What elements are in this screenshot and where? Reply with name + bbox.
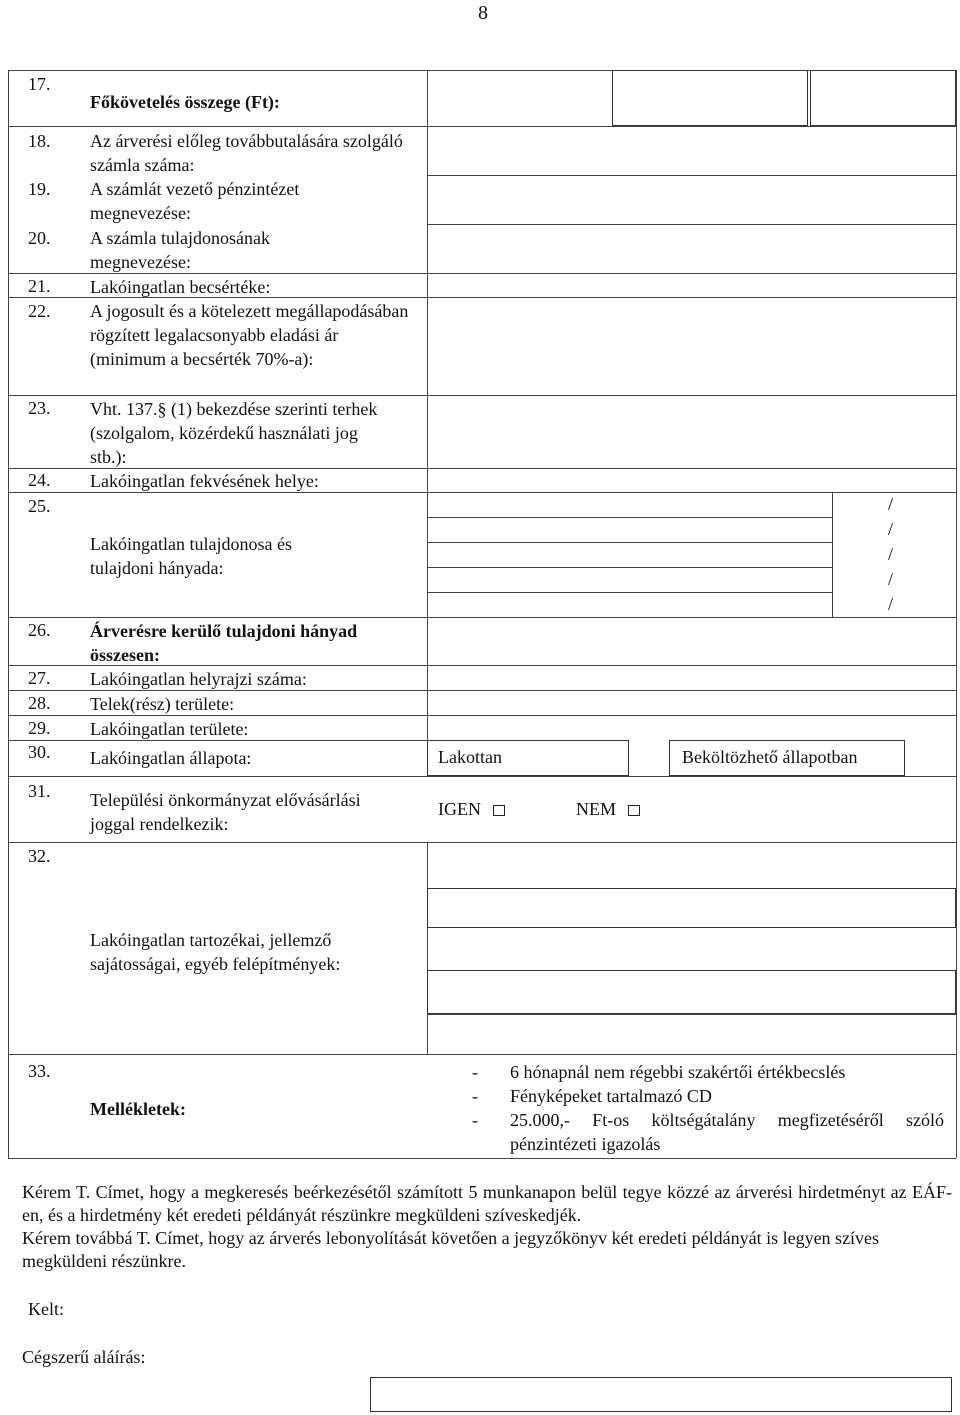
no-label: NEM xyxy=(576,799,616,819)
row-label: Lakóingatlan becsértéke: xyxy=(90,277,271,297)
date-label: Kelt: xyxy=(28,1299,64,1319)
row-label: Lakóingatlan állapota: xyxy=(90,748,252,768)
list-dash: - xyxy=(472,1086,478,1106)
no-option[interactable] xyxy=(576,799,640,820)
yes-label: IGEN xyxy=(438,799,481,819)
attachment-item: - 25.000,- Ft-os költségátalány megfizetéséről szóló pénzintézeti igazolás xyxy=(472,1110,944,1154)
condition-option-occupied: Lakottan xyxy=(438,747,502,767)
share-separator: / xyxy=(888,494,894,514)
row-label: A jogosult és a kötelezett megállapodásában rögzített legalacsonyabb eladási ár (minimum a becsérték 70%-a): xyxy=(90,301,409,369)
request-paragraph: Kérem továbbá T. Címet, hogy az árverés lebonyolítását követően a jegyzőkönyv két eredeti példányát is legyen szíves megküldeni részünkre. xyxy=(22,1228,880,1271)
row-number: 25. xyxy=(28,496,51,516)
row-number: 28. xyxy=(28,693,51,713)
row-number: 30. xyxy=(28,742,51,762)
yes-option[interactable] xyxy=(438,799,505,820)
share-separator: / xyxy=(888,594,894,614)
row-number: 29. xyxy=(28,718,51,738)
row-number: 21. xyxy=(28,276,51,296)
row-label: Lakóingatlan fekvésének helye: xyxy=(90,471,319,491)
row-label: Árverésre kerülő tulajdoni hányad összesen: xyxy=(90,621,358,665)
row-label: A számlát vezető pénzintézet megnevezése: xyxy=(90,179,300,223)
row-label: Lakóingatlan tartozékai, jellemző sajátosságai, egyéb felépítmények: xyxy=(90,930,341,974)
row-number: 18. xyxy=(28,131,51,151)
row-number: 31. xyxy=(28,781,51,801)
signature-box[interactable] xyxy=(370,1377,952,1412)
row-label: Települési önkormányzat elővásárlási joggal rendelkezik: xyxy=(90,790,361,834)
row-number: 26. xyxy=(28,620,51,640)
share-separator: / xyxy=(888,569,894,589)
checkbox-icon[interactable] xyxy=(493,805,505,816)
row-number: 22. xyxy=(28,301,51,321)
row-label: Telek(rész) területe: xyxy=(90,694,235,714)
signature-label: Cégszerű aláírás: xyxy=(22,1347,146,1367)
row-number: 32. xyxy=(28,846,51,866)
row-number: 23. xyxy=(28,398,51,418)
row-number: 33. xyxy=(28,1061,51,1081)
row-number: 24. xyxy=(28,470,51,490)
row-number: 27. xyxy=(28,668,51,688)
page-number: 8 xyxy=(478,2,488,24)
list-dash: - xyxy=(472,1062,478,1082)
attachment-item: - 6 hónapnál nem régebbi szakértői értékbecslés xyxy=(472,1062,846,1082)
share-separator: / xyxy=(888,544,894,564)
request-paragraph: Kérem T. Címet, hogy a megkeresés beérkezésétől számított 5 munkanapon belül tegye közzé az árverési hirdetményt az EÁF-en, és a hirdetmény két eredeti példányát részünkre megküldeni szíveskedjék. xyxy=(22,1182,952,1225)
row-label: Vht. 137.§ (1) bekezdése szerinti terhek (szolgalom, közérdekű használati jog stb.): xyxy=(90,399,378,467)
row-label: Lakóingatlan helyrajzi száma: xyxy=(90,669,307,689)
row-number: 20. xyxy=(28,228,51,248)
row-label: Főkövetelés összege (Ft): xyxy=(90,92,280,112)
row-label: Lakóingatlan tulajdonosa és tulajdoni hányada: xyxy=(90,534,292,578)
row-number: 17. xyxy=(28,74,51,94)
checkbox-icon[interactable] xyxy=(628,805,640,816)
condition-option-vacant: Beköltözhető állapotban xyxy=(682,747,858,767)
row-label: Mellékletek: xyxy=(90,1099,186,1119)
row-label: Lakóingatlan területe: xyxy=(90,719,249,739)
attachment-item: - Fényképeket tartalmazó CD xyxy=(472,1086,712,1106)
share-separator: / xyxy=(888,519,894,539)
row-number: 19. xyxy=(28,179,51,199)
list-dash: - xyxy=(472,1110,478,1130)
row-label: Az árverési előleg továbbutalására szolgáló számla száma: xyxy=(90,131,403,175)
row-label: A számla tulajdonosának megnevezése: xyxy=(90,228,270,272)
